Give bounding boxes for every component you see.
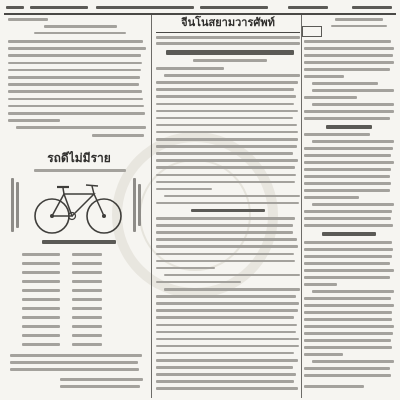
text-line	[156, 42, 300, 45]
text-line	[304, 374, 391, 377]
text-line	[304, 189, 390, 192]
text-line	[22, 271, 60, 274]
text-line	[6, 6, 24, 9]
text-line	[156, 245, 298, 248]
text-line	[156, 117, 293, 120]
text-line	[304, 297, 391, 300]
text-line	[156, 138, 298, 141]
text-line	[10, 354, 142, 357]
text-line	[304, 262, 390, 265]
text-line	[156, 366, 293, 369]
text-line	[156, 238, 297, 241]
text-line	[304, 255, 392, 258]
text-line	[156, 231, 293, 234]
text-line	[304, 40, 391, 43]
text-line	[312, 360, 394, 363]
text-line	[304, 224, 393, 227]
text-line	[72, 262, 102, 265]
text-line	[304, 346, 392, 349]
text-line	[22, 253, 60, 256]
text-line	[156, 281, 241, 284]
text-line	[322, 232, 375, 236]
text-line	[72, 289, 102, 292]
text-line	[156, 152, 293, 155]
text-line	[304, 96, 357, 99]
text-line	[304, 283, 337, 286]
text-line	[8, 112, 145, 115]
vertical-text-line	[16, 182, 19, 228]
text-line	[288, 6, 328, 9]
text-line	[304, 47, 394, 50]
text-line	[304, 248, 393, 251]
text-line	[156, 359, 298, 362]
text-line	[304, 182, 391, 185]
text-line	[8, 47, 146, 50]
text-line	[16, 126, 146, 129]
text-line	[304, 325, 394, 328]
text-line	[191, 209, 265, 212]
text-line	[156, 181, 295, 184]
text-line	[156, 316, 294, 319]
text-line	[92, 134, 144, 137]
text-line	[8, 54, 141, 57]
text-line	[304, 210, 392, 213]
text-line	[22, 280, 60, 283]
text-line	[72, 271, 102, 274]
text-line	[164, 288, 300, 291]
text-line	[156, 36, 300, 39]
text-line	[304, 217, 391, 220]
text-line	[156, 224, 293, 227]
text-line	[22, 316, 60, 319]
vertical-text-line	[138, 184, 141, 226]
text-line	[156, 174, 296, 177]
text-line	[72, 343, 102, 346]
text-line	[156, 145, 297, 148]
text-line	[156, 352, 294, 355]
text-line	[156, 124, 297, 127]
text-line	[304, 61, 394, 64]
text-line	[312, 290, 394, 293]
text-line	[156, 88, 294, 91]
text-line	[335, 18, 382, 21]
text-line	[72, 307, 102, 310]
vertical-text-line	[11, 178, 14, 232]
text-line	[304, 385, 364, 388]
text-line	[304, 133, 370, 136]
text-line	[304, 196, 359, 199]
text-line	[200, 6, 268, 9]
advertisement-title: รถดีไม่มีราย	[47, 151, 111, 165]
text-line	[22, 325, 60, 328]
text-line	[156, 331, 296, 334]
text-line	[156, 309, 298, 312]
text-line	[156, 217, 295, 220]
text-line	[156, 166, 295, 169]
text-line	[156, 159, 298, 162]
masthead-title: จีนโนสยามวารศัพท์	[181, 16, 275, 29]
text-line	[72, 280, 102, 283]
text-line	[156, 387, 298, 390]
text-line	[304, 318, 392, 321]
text-line	[72, 316, 102, 319]
text-line	[156, 260, 295, 263]
text-line	[156, 302, 299, 305]
text-line	[304, 276, 390, 279]
text-line	[22, 262, 60, 265]
text-line	[156, 380, 294, 383]
text-line	[156, 81, 298, 84]
text-line	[304, 161, 394, 164]
text-line	[156, 345, 299, 348]
text-line	[156, 67, 224, 70]
text-line	[156, 295, 296, 298]
text-line	[312, 103, 394, 106]
text-line	[304, 147, 393, 150]
text-line	[304, 168, 391, 171]
text-line	[164, 195, 300, 198]
text-line	[22, 298, 60, 301]
text-line	[44, 25, 117, 28]
text-line	[8, 40, 143, 43]
text-line	[156, 267, 215, 270]
text-line	[304, 117, 390, 120]
text-line	[72, 253, 102, 256]
text-line	[8, 119, 60, 122]
text-line	[304, 311, 392, 314]
vertical-text-line	[133, 178, 136, 232]
text-line	[326, 125, 373, 129]
text-line	[60, 385, 140, 388]
text-line	[312, 89, 394, 92]
text-line	[156, 188, 212, 191]
text-line	[72, 298, 102, 301]
text-line	[304, 154, 391, 157]
text-line	[22, 334, 60, 337]
text-line	[156, 103, 294, 106]
text-line	[60, 378, 143, 381]
text-line	[156, 110, 298, 113]
text-line	[156, 324, 297, 327]
text-line	[156, 131, 298, 134]
text-line	[10, 368, 139, 371]
text-line	[8, 18, 48, 21]
text-line	[72, 334, 102, 337]
text-line	[8, 83, 139, 86]
text-line	[312, 82, 378, 85]
text-line	[304, 269, 394, 272]
text-line	[22, 343, 60, 346]
text-line	[164, 74, 300, 77]
text-line	[42, 240, 116, 244]
text-line	[156, 95, 296, 98]
text-line	[312, 203, 394, 206]
text-line	[8, 105, 144, 108]
text-line	[304, 353, 343, 356]
text-line	[8, 98, 143, 101]
text-line	[352, 6, 392, 9]
text-line	[22, 307, 60, 310]
text-line	[156, 253, 294, 256]
text-line	[164, 274, 300, 277]
text-line	[304, 175, 390, 178]
text-line	[156, 373, 296, 376]
text-line	[304, 241, 392, 244]
text-line	[8, 62, 142, 65]
text-line	[10, 361, 138, 364]
text-line	[156, 202, 299, 205]
text-line	[34, 169, 125, 172]
text-line	[304, 339, 391, 342]
text-line	[304, 304, 394, 307]
text-line	[8, 76, 140, 79]
text-line	[193, 59, 267, 62]
text-line	[304, 332, 393, 335]
text-line	[8, 69, 141, 72]
text-line	[304, 54, 393, 57]
text-line	[34, 32, 126, 35]
text-line	[331, 25, 388, 28]
text-line	[304, 68, 390, 71]
text-line	[312, 140, 394, 143]
text-line	[30, 6, 88, 9]
text-line	[72, 325, 102, 328]
text-line	[22, 289, 60, 292]
text-line	[8, 90, 142, 93]
text-line	[304, 110, 394, 113]
text-line	[166, 50, 294, 55]
text-line	[304, 367, 390, 370]
text-line	[304, 75, 344, 78]
text-line	[96, 6, 194, 9]
text-line	[156, 338, 299, 341]
